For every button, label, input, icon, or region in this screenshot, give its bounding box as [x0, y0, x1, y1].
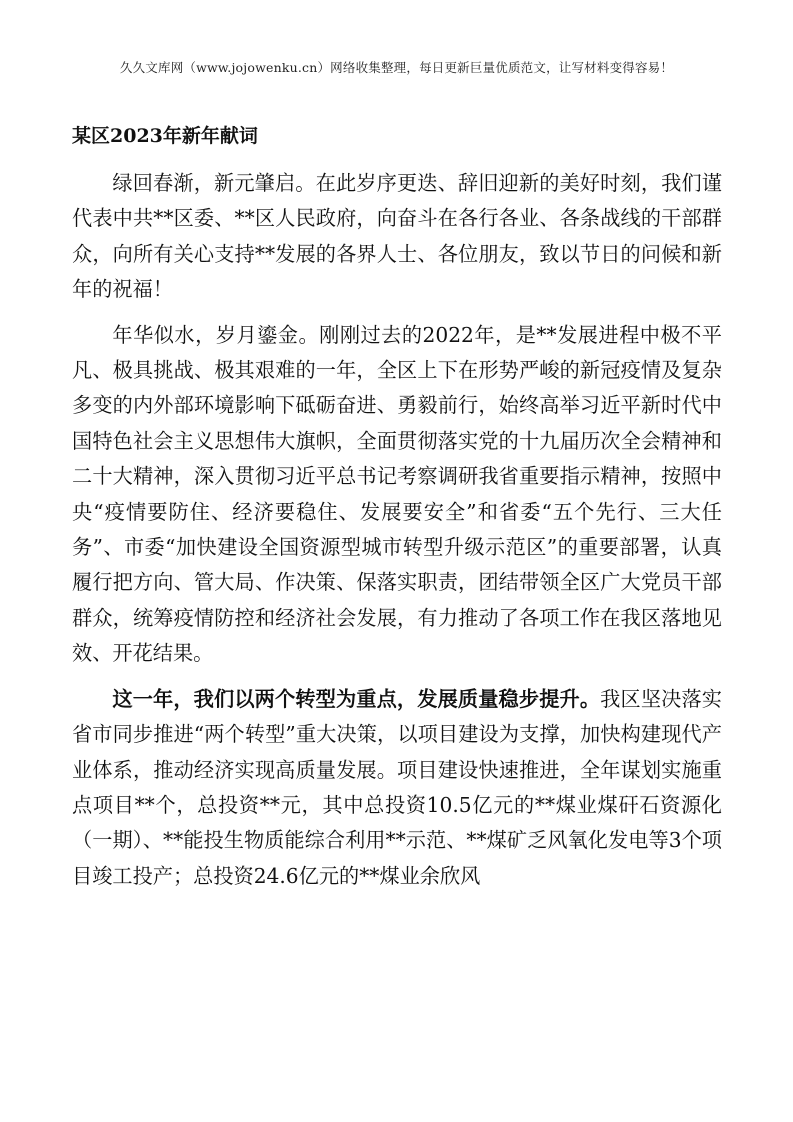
paragraph-lead: 这一年，我们以两个转型为重点，发展质量稳步提升。 [112, 686, 601, 711]
paragraph-3 [72, 682, 722, 894]
header-note: 久久文库网（www.jojowenku.cn）网络收集整理，每日更新巨量优质范文，让写材料变得容易！ [119, 60, 674, 75]
paragraph-text: 我区坚决落实省市同步推进“两个转型”重大决策，以项目建设为支撑，加快构建现代产业体系，推动经济实现高质量发展。项目建设快速推进，全年谋划实施重点项目**个，总投资**元，其中总投资10.5亿元的**煤业煤矸石资源化（一期）、**能投生物质能综合利用**示范、**煤矿乏风氧化发电等3个项目竣工投产；总投资24.6亿元的**煤业余欣风 [72, 686, 722, 888]
paragraph-text: 年华似水，岁月鎏金。刚刚过去的2022年，是**发展进程中极不平凡、极具挑战、极其艰难的一年，全区上下在形势严峻的新冠疫情及复杂多变的内外部环境影响下砥砺奋进、勇毅前行，始终高举习近平新时代中国特色社会主义思想伟大旗帜，全面贯彻落实党的十九届历次全会精神和二十大精神，深入贯彻习近平总书记考察调研我省重要指示精神，按照中央“疫情要防住、经济要稳住、发展要安全”和省委“五个先行、三大任务”、市委“加快建设全国资源型城市转型升级示范区”的重要部署，认真履行把方向、管大局、作决策、保落实职责，团结带领全区广大党员干部群众，统筹疫情防控和经济社会发展，有力推动了各项工作在我区落地见效、开花结果。 [72, 322, 722, 666]
paragraph-2 [72, 318, 722, 672]
document-body [72, 166, 722, 904]
paragraph-text: 绿回春渐，新元肇启。在此岁序更迭、辞旧迎新的美好时刻，我们谨代表中共**区委、**区人民政府，向奋斗在各行各业、各条战线的干部群众，向所有关心支持**发展的各界人士、各位朋友，致以节日的问候和新年的祝福！ [72, 171, 722, 302]
paragraph-1 [72, 166, 722, 308]
document-title: 某区2023年新年献词 [72, 125, 258, 147]
